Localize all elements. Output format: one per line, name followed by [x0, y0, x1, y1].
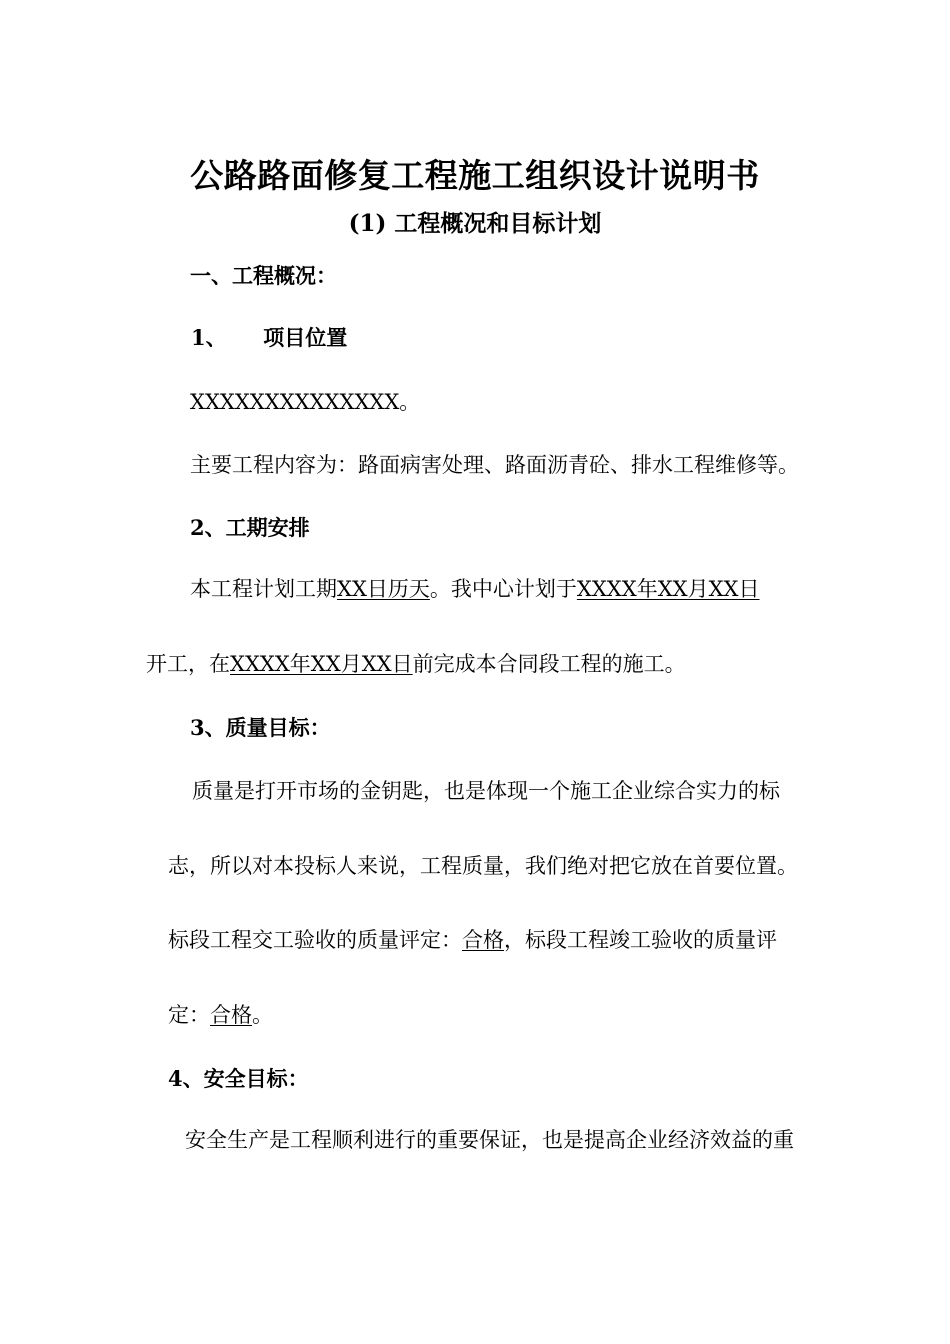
start-date-value: XXXX年XX月XX日	[576, 577, 760, 601]
handover-grade-value: 合格	[462, 928, 504, 952]
quality-line-3-prefix: 标段工程交工验收的质量评定：	[168, 928, 462, 952]
quality-line-3-suffix: ，标段工程竣工验收的质量评	[504, 928, 777, 952]
end-date-value: XXXX年XX月XX日	[230, 652, 413, 676]
quality-line-4-suffix: 。	[252, 1003, 273, 1027]
item1-heading	[191, 327, 347, 348]
main-content-text: 主要工程内容为：路面病害处理、路面沥青砼、排水工程维修等。	[190, 453, 799, 477]
document-subtitle: (1) 工程概况和目标计划	[348, 210, 602, 237]
schedule-line-1	[190, 579, 760, 600]
section-heading-overview: 一、工程概况：	[190, 263, 337, 288]
item1-label: 项目位置	[263, 325, 348, 350]
quality-line-1: 质量是打开市场的金钥匙，也是体现一个施工企业综合实力的标	[192, 779, 780, 803]
duration-value: XX日历天	[337, 577, 430, 601]
safety-line-1: 安全生产是工程顺利进行的重要保证，也是提高企业经济效益的重	[185, 1128, 794, 1152]
item1-number: 1、	[191, 325, 227, 350]
quality-line-2: 志，所以对本投标人来说，工程质量，我们绝对把它放在首要位置。	[168, 854, 798, 878]
item4-heading: 4、安全目标：	[168, 1066, 309, 1091]
item2-heading: 2、工期安排	[190, 515, 310, 540]
schedule-line-2	[146, 654, 686, 675]
schedule-line-2-prefix: 开工，在	[146, 652, 230, 676]
item3-heading: 3、质量目标：	[190, 715, 331, 740]
quality-line-4-prefix: 定：	[168, 1003, 210, 1027]
completion-grade-value: 合格	[210, 1003, 252, 1027]
schedule-line-2-suffix: 前完成本合同段工程的施工。	[412, 652, 686, 676]
quality-line-4	[168, 1005, 273, 1026]
quality-line-3	[168, 930, 777, 951]
schedule-line-1-middle: 。我中心计划于	[429, 577, 577, 601]
document-title: 公路路面修复工程施工组织设计说明书	[190, 156, 760, 195]
project-location-text: XXXXXXXXXXXXXX。	[190, 390, 421, 414]
schedule-line-1-prefix: 本工程计划工期	[190, 577, 337, 601]
